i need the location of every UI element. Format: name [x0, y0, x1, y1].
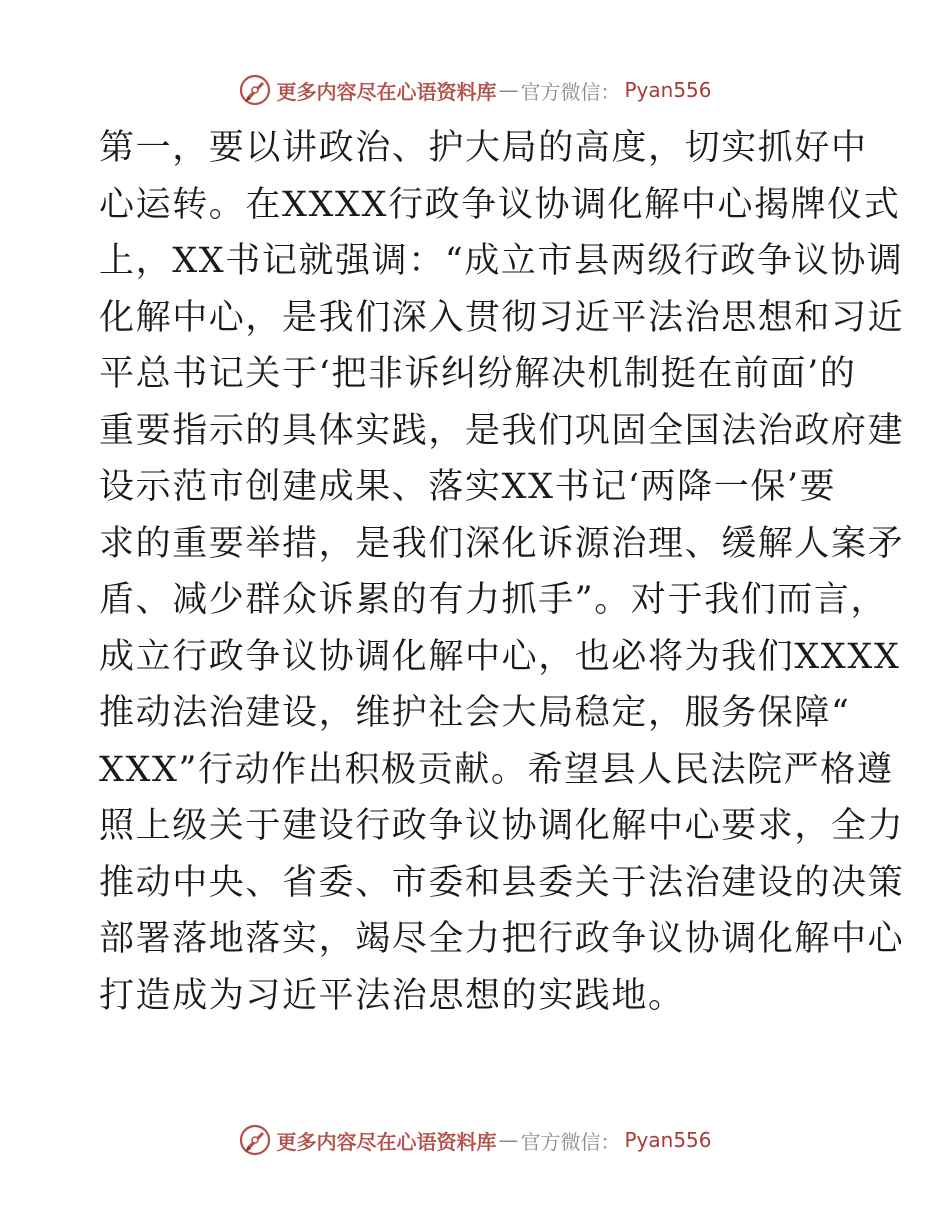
- header-banner: [0, 70, 950, 110]
- body-line: 求的重要举措，是我们深化诉源治理、缓解人案矛: [99, 523, 905, 564]
- body-line: 推动法治建设，维护社会大局稳定，服务保障“: [99, 693, 851, 733]
- body-line: 上，XX书记就强调：“成立市县两级行政争议协调: [99, 241, 904, 281]
- banner-label: 官方微信：: [520, 1129, 621, 1154]
- banner-dash: —: [498, 78, 519, 102]
- body-line: 推动中央、省委、市委和县委关于法治建设的决策: [99, 862, 905, 903]
- footer-banner: [0, 1120, 950, 1160]
- banner-main-text: 更多内容尽在心语资料库: [276, 79, 497, 104]
- banner-label: 官方微信：: [520, 79, 621, 104]
- banner-account: Pyan556: [624, 1128, 712, 1152]
- body-line: 平总书记关于‘把非诉纠纷解决机制挺在前面’的: [99, 354, 857, 394]
- body-line: 重要指示的具体实践，是我们巩固全国法治政府建: [99, 410, 905, 451]
- quill-logo-icon: [238, 1123, 272, 1157]
- body-line: 部署落地落实，竭尽全力把行政争议协调化解中心: [99, 919, 905, 959]
- body-line: 心运转。在XXXX行政争议协调化解中心揭牌仪式: [99, 184, 901, 225]
- banner-main-text: 更多内容尽在心语资料库: [276, 1129, 497, 1154]
- body-line: 第一，要以讲政治、护大局的高度，切实抓好中: [99, 128, 868, 168]
- body-line: 设示范市创建成果、落实XX书记‘两降一保’要: [99, 467, 837, 507]
- banner-account: Pyan556: [624, 78, 712, 102]
- body-line: 化解中心，是我们深入贯彻习近平法治思想和习近: [99, 297, 905, 338]
- document-body: [99, 120, 905, 1024]
- body-line: 打造成为习近平法治思想的实践地。: [99, 975, 685, 1016]
- body-line: 成立行政争议协调化解中心，也必将为我们XXXX: [99, 636, 901, 677]
- banner-dash: —: [498, 1128, 519, 1152]
- quill-logo-icon: [238, 73, 272, 107]
- body-line: 照上级关于建设行政争议协调化解中心要求，全力: [99, 806, 905, 846]
- body-line: 盾、减少群众诉累的有力抓手”。对于我们而言，: [99, 580, 888, 620]
- body-line: XXX”行动作出积极贡献。希望县人民法院严格遵: [99, 749, 894, 790]
